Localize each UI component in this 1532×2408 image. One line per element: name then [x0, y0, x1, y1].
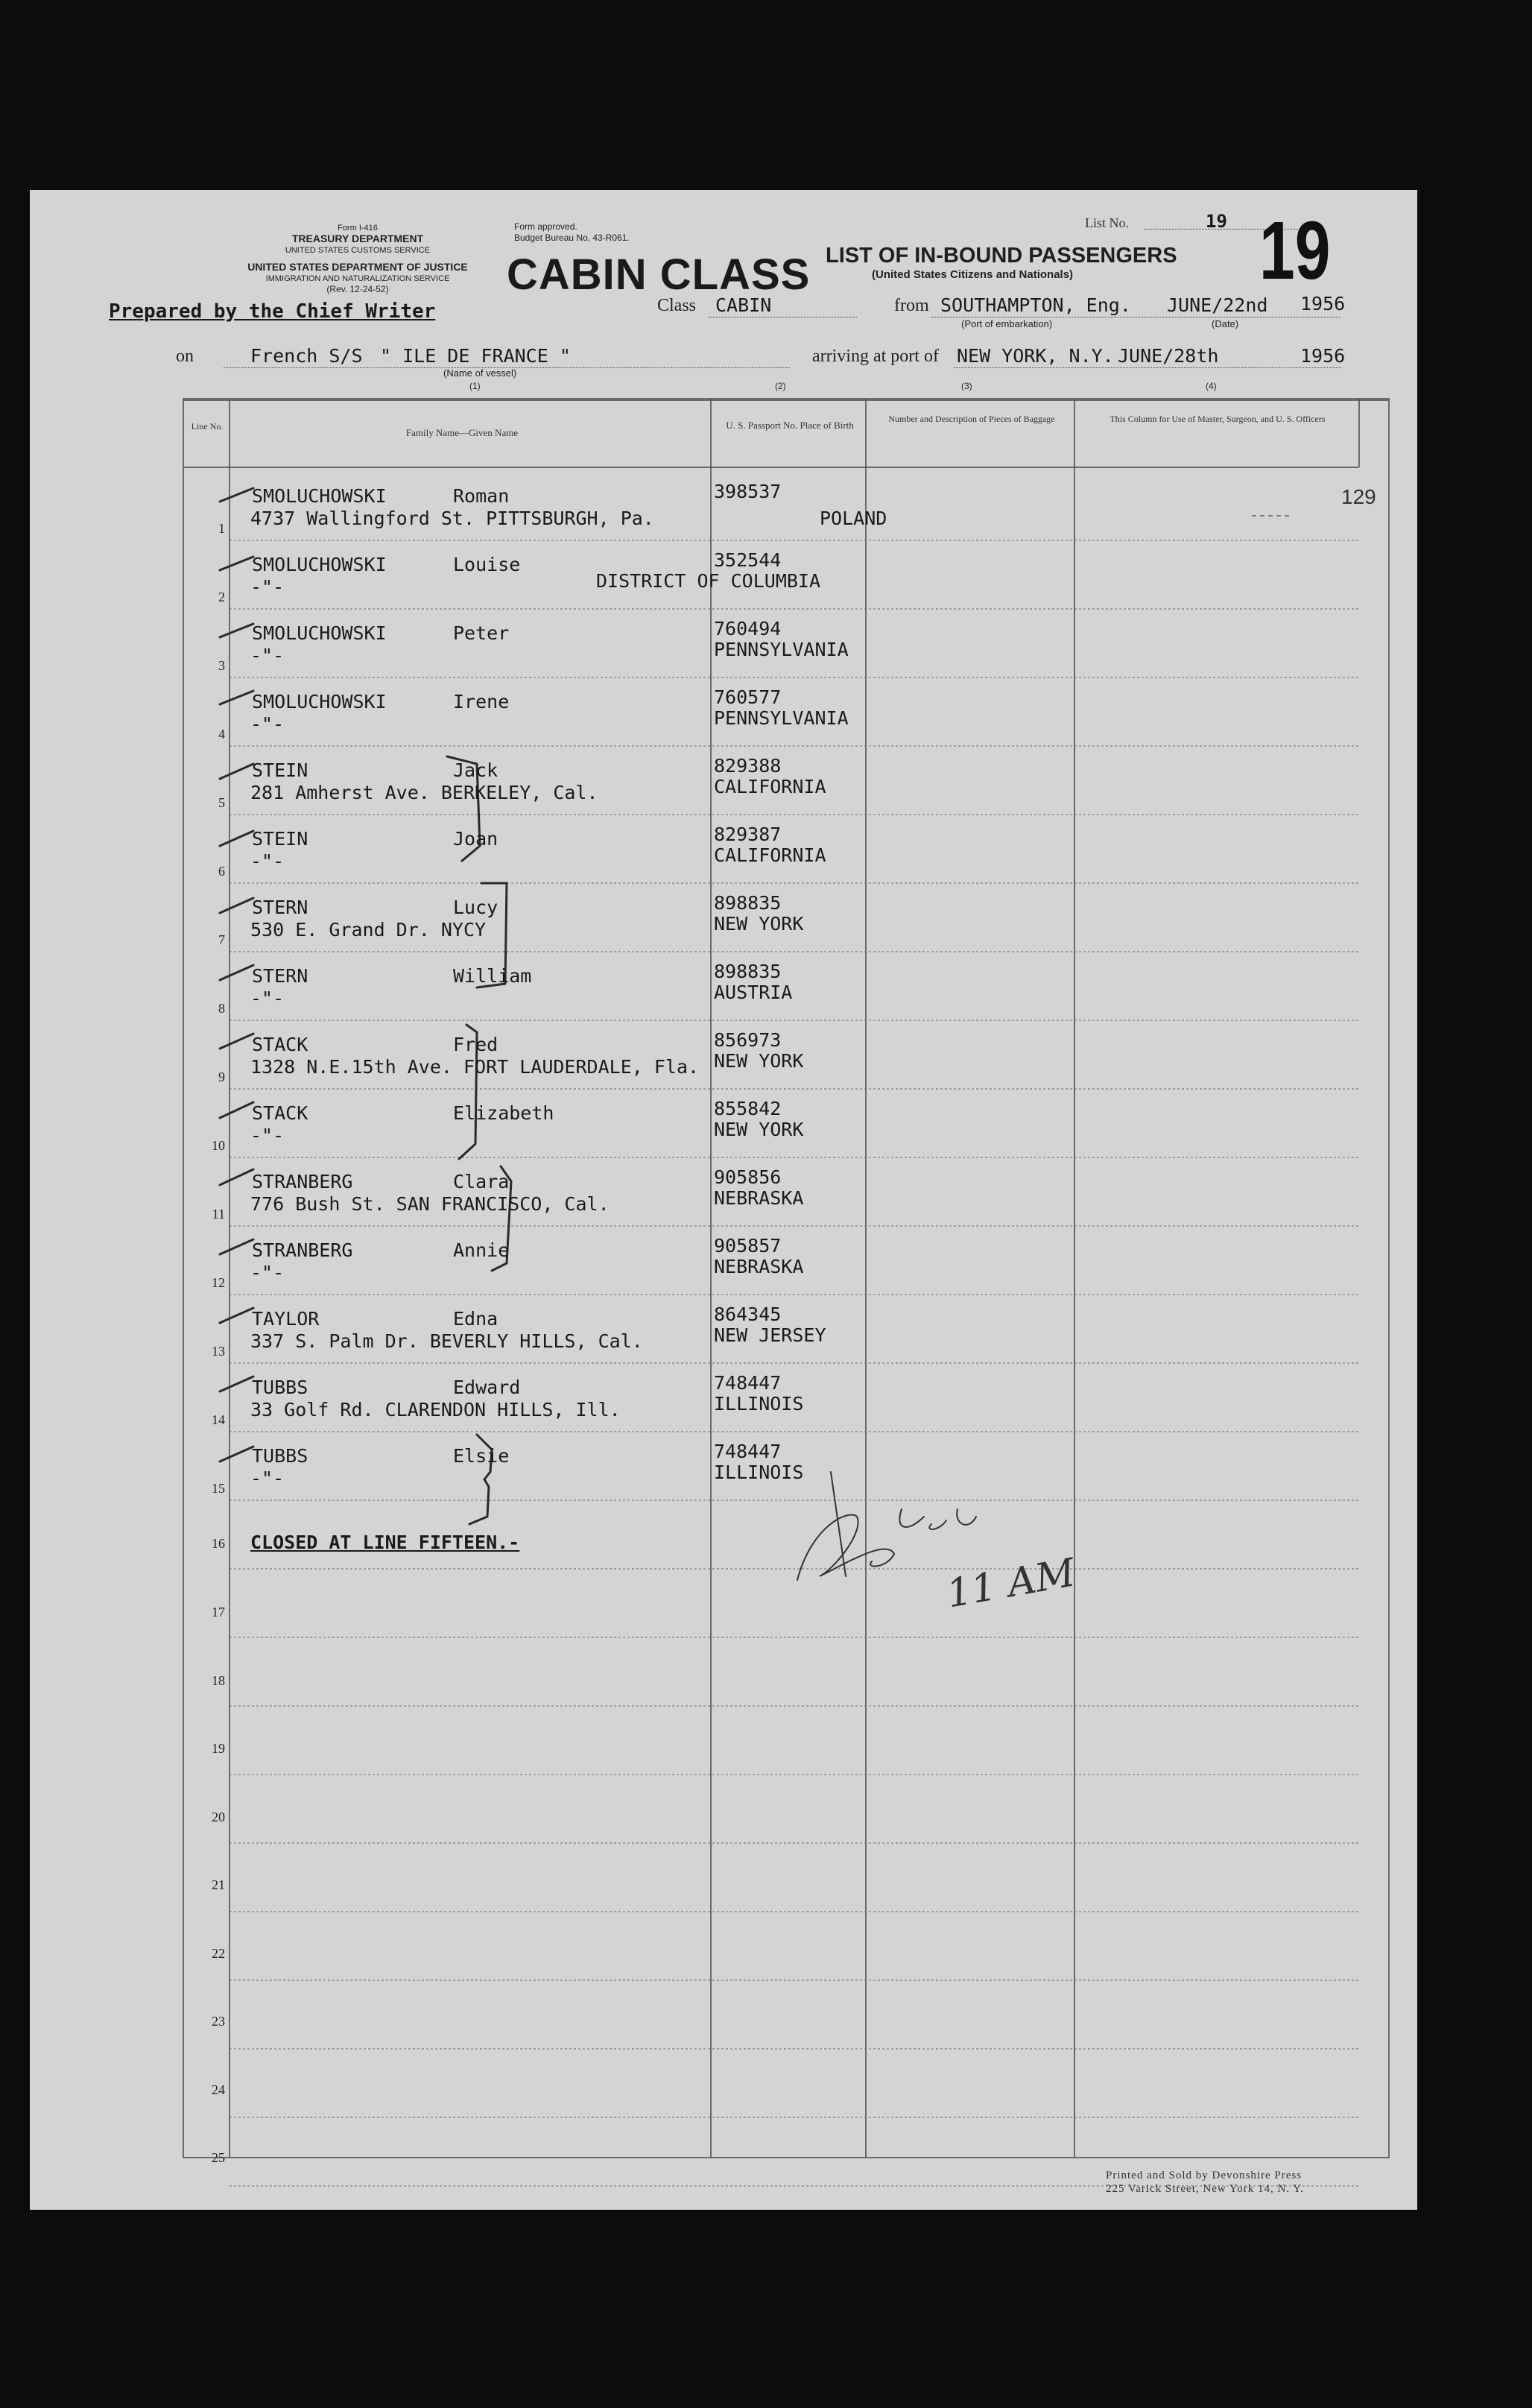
passport-number: 864345 [714, 1303, 782, 1325]
place-of-birth: NEW YORK [714, 1050, 804, 1072]
given-name: Jack [453, 759, 498, 781]
line-number: 25 [212, 2150, 225, 2165]
manifest-sheet [30, 190, 1417, 2210]
line-number: 22 [212, 1945, 225, 1961]
time-annotation: 11 AM [943, 1550, 1079, 1617]
dept-line: (Rev. 12-24-52) [326, 284, 389, 294]
place-of-birth: DISTRICT OF COLUMBIA [596, 570, 821, 592]
line-number: 4 [218, 727, 225, 742]
address: 281 Amherst Ave. BERKELEY, Cal. [250, 782, 598, 803]
dept-line: IMMIGRATION AND NATURALIZATION SERVICE [265, 274, 450, 283]
line-number: 17 [212, 1605, 225, 1619]
dept-line: TREASURY DEPARTMENT [291, 233, 424, 244]
list-no-value: 19 [1206, 211, 1227, 232]
passport-number: 760494 [714, 618, 782, 639]
family-name: STRANBERG [252, 1171, 353, 1192]
from-value: SOUTHAMPTON, Eng. [940, 294, 1131, 316]
line-number: 18 [212, 1672, 225, 1688]
place-of-birth: NEW YORK [714, 913, 804, 935]
given-name: Peter [453, 622, 510, 644]
address: -"- [250, 576, 285, 598]
form-number: Form I-416 [338, 224, 378, 233]
address: 337 S. Palm Dr. BEVERLY HILLS, Cal. [250, 1330, 643, 1352]
line-number: 6 [218, 864, 225, 879]
given-name: Elsie [453, 1445, 510, 1467]
place-of-birth: CALIFORNIA [714, 776, 826, 797]
vessel-prefix: French S/S [250, 345, 363, 367]
col1-note: (1) [469, 381, 481, 391]
address: 1328 N.E.15th Ave. FORT LAUDERDALE, Fla. [250, 1056, 700, 1078]
line-number: 5 [218, 795, 225, 810]
line-number: 24 [212, 2082, 225, 2097]
address: -"- [250, 1262, 285, 1283]
officer-note-mark [1252, 515, 1289, 516]
address: 776 Bush St. SAN FRANCISCO, Cal. [250, 1193, 610, 1215]
class-label: Class [657, 296, 697, 315]
arrive-port: NEW YORK, N.Y. [957, 345, 1114, 367]
place-of-birth: ILLINOIS [714, 1393, 804, 1415]
from-label: from [894, 296, 929, 315]
place-of-birth: POLAND [820, 508, 887, 529]
given-name: Clara [453, 1171, 510, 1192]
place-of-birth: NEBRASKA [714, 1256, 804, 1277]
line-number: 9 [218, 1069, 225, 1084]
family-name: STRANBERG [252, 1239, 353, 1261]
place-of-birth: CALIFORNIA [714, 844, 826, 866]
line-number: 20 [212, 1809, 225, 1824]
prepared-by: Prepared by the Chief Writer [109, 300, 436, 323]
family-name: STERN [252, 897, 308, 918]
list-subtitle: (United States Citizens and Nationals) [872, 268, 1074, 281]
passport-number: 829387 [714, 824, 782, 845]
place-of-birth: ILLINOIS [714, 1461, 804, 1483]
class-value: CABIN [715, 294, 772, 316]
address: 33 Golf Rd. CLARENDON HILLS, Ill. [250, 1399, 621, 1421]
date-note: (Date) [1212, 318, 1239, 329]
col4-note: (4) [1206, 381, 1217, 391]
col2-note: (2) [775, 381, 786, 391]
given-name: Fred [453, 1034, 498, 1055]
place-of-birth: PENNSYLVANIA [714, 707, 849, 729]
passport-number: 748447 [714, 1441, 782, 1462]
family-name: STERN [252, 965, 308, 987]
header-line-no: Line No. [191, 421, 224, 432]
place-of-birth: AUSTRIA [714, 982, 793, 1003]
dept-line: UNITED STATES CUSTOMS SERVICE [285, 246, 431, 255]
family-name: SMOLUCHOWSKI [252, 554, 387, 575]
depart-year: 1956 [1300, 293, 1346, 315]
header-name: Family Name—Given Name [405, 427, 519, 438]
passport-number: 856973 [714, 1029, 782, 1051]
place-of-birth: NEW YORK [714, 1119, 804, 1140]
port-embark-note: (Port of embarkation) [961, 318, 1053, 329]
line-number: 1 [218, 521, 225, 536]
line-number: 15 [212, 1481, 225, 1496]
col3-note: (3) [961, 381, 972, 391]
address: -"- [250, 713, 285, 735]
address: 530 E. Grand Dr. NYCY [250, 919, 487, 941]
line-number: 11 [212, 1207, 225, 1222]
family-name: STACK [252, 1102, 308, 1124]
address: -"- [250, 850, 285, 872]
family-name: TUBBS [252, 1445, 308, 1467]
vessel-name: " ILE DE FRANCE " [380, 345, 571, 367]
passport-number: 898835 [714, 892, 782, 914]
address: -"- [250, 987, 285, 1009]
line-number: 2 [218, 590, 225, 604]
given-name: Annie [453, 1239, 510, 1261]
family-name: SMOLUCHOWSKI [252, 622, 387, 644]
header-passport: U. S. Passport No. Place of Birth [726, 420, 854, 431]
depart-date: JUNE/22nd [1167, 294, 1268, 316]
given-name: Irene [453, 691, 510, 712]
line-number: 14 [212, 1412, 225, 1427]
printer-credit: Printed and Sold by Devonshire Press [1106, 2170, 1302, 2181]
big-list-number: 19 [1259, 205, 1331, 297]
line-number: 10 [212, 1138, 225, 1153]
list-title: LIST OF IN-BOUND PASSENGERS [826, 244, 1177, 268]
place-of-birth: NEBRASKA [714, 1187, 804, 1209]
family-name: TAYLOR [252, 1308, 320, 1330]
inspector-signature [797, 1472, 976, 1580]
passport-number: 398537 [714, 481, 782, 502]
given-name: Louise [453, 554, 521, 575]
given-name: Roman [453, 485, 510, 507]
passport-number: 760577 [714, 686, 782, 708]
vessel-note: (Name of vessel) [443, 367, 517, 379]
family-bracket [220, 488, 253, 1461]
dept-line: UNITED STATES DEPARTMENT OF JUSTICE [247, 261, 468, 273]
family-name: STEIN [252, 759, 308, 781]
address: -"- [250, 645, 285, 666]
passport-number: 905856 [714, 1166, 782, 1188]
arrive-year: 1956 [1300, 345, 1346, 367]
passport-number: 748447 [714, 1372, 782, 1394]
passport-number: 905857 [714, 1235, 782, 1257]
family-name: STEIN [252, 828, 308, 850]
address: -"- [250, 1467, 285, 1489]
given-name: William [453, 965, 532, 987]
line-number: 16 [212, 1536, 225, 1551]
line-number: 19 [212, 1741, 225, 1756]
family-name: TUBBS [252, 1377, 308, 1398]
place-of-birth: PENNSYLVANIA [714, 639, 849, 660]
line-number: 13 [212, 1344, 225, 1359]
given-name: Edward [453, 1377, 521, 1398]
line-number: 7 [218, 932, 225, 947]
passport-number: 829388 [714, 755, 782, 777]
approval-line: Budget Bureau No. 43-R061. [514, 233, 630, 243]
passport-number: 898835 [714, 961, 782, 982]
line-number: 12 [212, 1275, 225, 1290]
list-no-label: List No. [1085, 215, 1130, 230]
line-number: 23 [212, 2014, 225, 2029]
on-label: on [176, 347, 194, 366]
family-name: SMOLUCHOWSKI [252, 691, 387, 712]
header-officers: This Column for Use of Master, Surgeon, and U. S. Officers [1110, 414, 1326, 424]
approval-line: Form approved. [514, 221, 577, 232]
class-title: CABIN CLASS [507, 250, 811, 299]
family-name: STACK [252, 1034, 308, 1055]
place-of-birth: NEW JERSEY [714, 1324, 826, 1346]
printer-address: 225 Varick Street, New York 14, N. Y. [1106, 2183, 1304, 2195]
header-baggage: Number and Description of Pieces of Baggage [888, 414, 1055, 424]
passport-number: 352544 [714, 549, 782, 571]
address: 4737 Wallingford St. PITTSBURGH, Pa. [250, 508, 654, 529]
line-number: 3 [218, 658, 225, 673]
officer-note-number: 129 [1341, 485, 1376, 508]
family-name: SMOLUCHOWSKI [252, 485, 387, 507]
line-number: 21 [212, 1877, 225, 1892]
given-name: Elizabeth [453, 1102, 554, 1124]
line-number: 8 [218, 1001, 225, 1016]
given-name: Edna [453, 1308, 498, 1330]
arrive-date: JUNE/28th [1118, 345, 1219, 367]
passport-number: 855842 [714, 1098, 782, 1119]
closing-text: CLOSED AT LINE FIFTEEN.- [250, 1532, 520, 1553]
address: -"- [250, 1125, 285, 1146]
given-name: Lucy [453, 897, 498, 918]
arriving-label: arriving at port of [812, 347, 939, 366]
given-name: Joan [453, 828, 498, 850]
